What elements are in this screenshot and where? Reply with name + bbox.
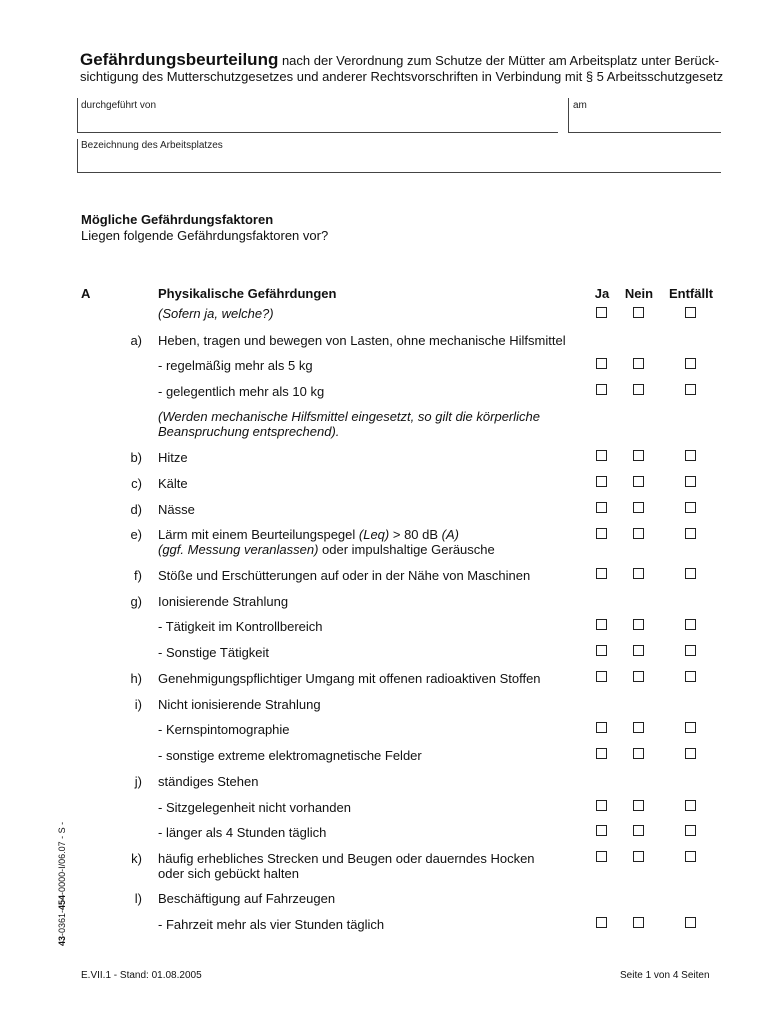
date-label: am xyxy=(573,100,587,111)
code-prefix: 43 xyxy=(57,935,67,946)
row-text: - Sitzgelegenheit nicht vorhanden xyxy=(158,800,351,815)
checkbox-na[interactable] xyxy=(685,528,696,539)
checkbox-no[interactable] xyxy=(633,825,644,836)
checkbox-na[interactable] xyxy=(685,307,696,318)
checkbox-no[interactable] xyxy=(633,917,644,928)
row-text: - regelmäßig mehr als 5 kg xyxy=(158,358,313,373)
checkbox-na[interactable] xyxy=(685,450,696,461)
row-text: - Fahrzeit mehr als vier Stunden täglich xyxy=(158,917,385,932)
performed-by-label: durchgeführt von xyxy=(81,100,157,111)
row-text: - Kernspintomographie xyxy=(158,722,290,737)
checkbox-yes[interactable] xyxy=(596,825,607,836)
checkbox-yes[interactable] xyxy=(596,568,607,579)
checkbox-na[interactable] xyxy=(685,619,696,630)
checkbox-no[interactable] xyxy=(633,476,644,487)
checkbox-na[interactable] xyxy=(685,358,696,369)
checkbox-no[interactable] xyxy=(633,528,644,539)
checkbox-no[interactable] xyxy=(633,384,644,395)
row-letter: i) xyxy=(134,697,142,712)
checkbox-na[interactable] xyxy=(685,568,696,579)
noise-text-e: (ggf. Messung veranlassen) xyxy=(158,542,319,557)
noise-text-a: Lärm mit einem Beurteilungspegel xyxy=(158,527,359,542)
footer-version: E.VII.1 - Stand: 01.08.2005 xyxy=(81,970,202,981)
row-text: - gelegentlich mehr als 10 kg xyxy=(158,384,325,399)
row-text: - Tätigkeit im Kontrollbereich xyxy=(158,619,323,634)
row-letter: b) xyxy=(130,450,142,465)
checkbox-na[interactable] xyxy=(685,476,696,487)
row-text: Beschäftigung auf Fahrzeugen xyxy=(158,891,336,906)
checkbox-yes[interactable] xyxy=(596,748,607,759)
col-yes: Ja xyxy=(594,286,610,301)
row-text: ständiges Stehen xyxy=(158,774,259,789)
checkbox-no[interactable] xyxy=(633,671,644,682)
checkbox-yes[interactable] xyxy=(596,917,607,928)
title-bold: Gefährdungsbeurteilung xyxy=(80,50,279,69)
row-letter: e) xyxy=(130,527,142,542)
code-mid: -0361- xyxy=(57,909,67,936)
checkbox-no[interactable] xyxy=(633,502,644,513)
checkbox-no[interactable] xyxy=(633,722,644,733)
checkbox-no[interactable] xyxy=(633,800,644,811)
row-text: - sonstige extreme elektromagnetische Felder xyxy=(158,748,422,763)
checkbox-no[interactable] xyxy=(633,851,644,862)
row-text: - Sonstige Tätigkeit xyxy=(158,645,270,660)
row-text: häufig erhebliches Strecken und Beugen oder dauerndes Hocken oder sich gebückt halten xyxy=(158,851,535,881)
section-title: Physikalische Gefährdungen xyxy=(158,286,337,301)
checkbox-no[interactable] xyxy=(633,619,644,630)
workplace-label: Bezeichnung des Arbeitsplatzes xyxy=(81,140,223,151)
checkbox-yes[interactable] xyxy=(596,358,607,369)
date-field[interactable] xyxy=(568,98,721,133)
row-letter: k) xyxy=(131,851,142,866)
checkbox-na[interactable] xyxy=(685,502,696,513)
noise-text-c: > 80 dB xyxy=(389,527,442,542)
row-text: (Sofern ja, welche?) xyxy=(158,306,274,321)
checkbox-yes[interactable] xyxy=(596,671,607,682)
checkbox-no[interactable] xyxy=(633,450,644,461)
checkbox-na[interactable] xyxy=(685,645,696,656)
row-letter: c) xyxy=(131,476,142,491)
checkbox-yes[interactable] xyxy=(596,528,607,539)
checkbox-yes[interactable] xyxy=(596,800,607,811)
checkbox-yes[interactable] xyxy=(596,645,607,656)
checkbox-yes[interactable] xyxy=(596,307,607,318)
factors-heading: Mögliche Gefährdungsfaktoren xyxy=(81,212,274,227)
row-text: Hitze xyxy=(158,450,188,465)
checkbox-na[interactable] xyxy=(685,748,696,759)
row-letter: g) xyxy=(130,594,142,609)
noise-text-f: oder impulshaltige Geräusche xyxy=(318,542,495,557)
row-letter: d) xyxy=(130,502,142,517)
checkbox-yes[interactable] xyxy=(596,450,607,461)
checkbox-na[interactable] xyxy=(685,722,696,733)
row-text: Genehmigungspflichtiger Umgang mit offenen radioaktiven Stoffen xyxy=(158,671,541,686)
document-title xyxy=(80,52,740,85)
section-letter: A xyxy=(81,286,91,301)
checkbox-na[interactable] xyxy=(685,917,696,928)
code-bold: 454 xyxy=(57,894,67,910)
title-rest: nach der Verordnung zum Schutze der Mütter am Arbeitsplatz unter Berück-sichtigung des Mutterschutzgesetzes und anderer Rechtsvorschriften in Verbindung mit § 5 Arbeitsschutzgesetz xyxy=(80,53,724,84)
row-text: - länger als 4 Stunden täglich xyxy=(158,825,327,840)
row-letter: a) xyxy=(130,333,142,348)
checkbox-no[interactable] xyxy=(633,748,644,759)
checkbox-na[interactable] xyxy=(685,851,696,862)
row-text: Stöße und Erschütterungen auf oder in der Nähe von Maschinen xyxy=(158,568,531,583)
checkbox-yes[interactable] xyxy=(596,502,607,513)
row-letter: l) xyxy=(134,891,142,906)
checkbox-na[interactable] xyxy=(685,800,696,811)
checkbox-yes[interactable] xyxy=(596,722,607,733)
row-text: Ionisierende Strahlung xyxy=(158,594,289,609)
row-text: Kälte xyxy=(158,476,188,491)
footer-page: Seite 1 von 4 Seiten xyxy=(620,970,710,981)
col-no: Nein xyxy=(624,286,654,301)
factors-question: Liegen folgende Gefährdungsfaktoren vor? xyxy=(81,228,329,243)
code-rest: -0000-I/06.07 - S - xyxy=(57,821,67,895)
checkbox-na[interactable] xyxy=(685,384,696,395)
checkbox-no[interactable] xyxy=(633,307,644,318)
row-letter: h) xyxy=(130,671,142,686)
row-text xyxy=(158,527,588,557)
noise-text-b: (Leq) xyxy=(358,527,390,542)
checkbox-na[interactable] xyxy=(685,671,696,682)
checkbox-no[interactable] xyxy=(633,645,644,656)
row-text: Heben, tragen und bewegen von Lasten, ohne mechanische Hilfsmittel xyxy=(158,333,566,348)
checkbox-no[interactable] xyxy=(633,568,644,579)
row-note: (Werden mechanische Hilfsmittel eingesetzt, so gilt die körperliche Beanspruchung entsprechend). xyxy=(158,409,540,439)
row-letter: f) xyxy=(134,568,142,583)
checkbox-yes[interactable] xyxy=(596,476,607,487)
col-na: Entfällt xyxy=(668,286,714,301)
row-text: Nicht ionisierende Strahlung xyxy=(158,697,321,712)
checkbox-yes[interactable] xyxy=(596,619,607,630)
row-text: Nässe xyxy=(158,502,195,517)
row-letter: j) xyxy=(134,774,142,789)
noise-text-d: (A) xyxy=(441,527,459,542)
checkbox-yes[interactable] xyxy=(596,851,607,862)
side-form-code xyxy=(57,822,67,946)
checkbox-na[interactable] xyxy=(685,825,696,836)
checkbox-no[interactable] xyxy=(633,358,644,369)
checkbox-yes[interactable] xyxy=(596,384,607,395)
